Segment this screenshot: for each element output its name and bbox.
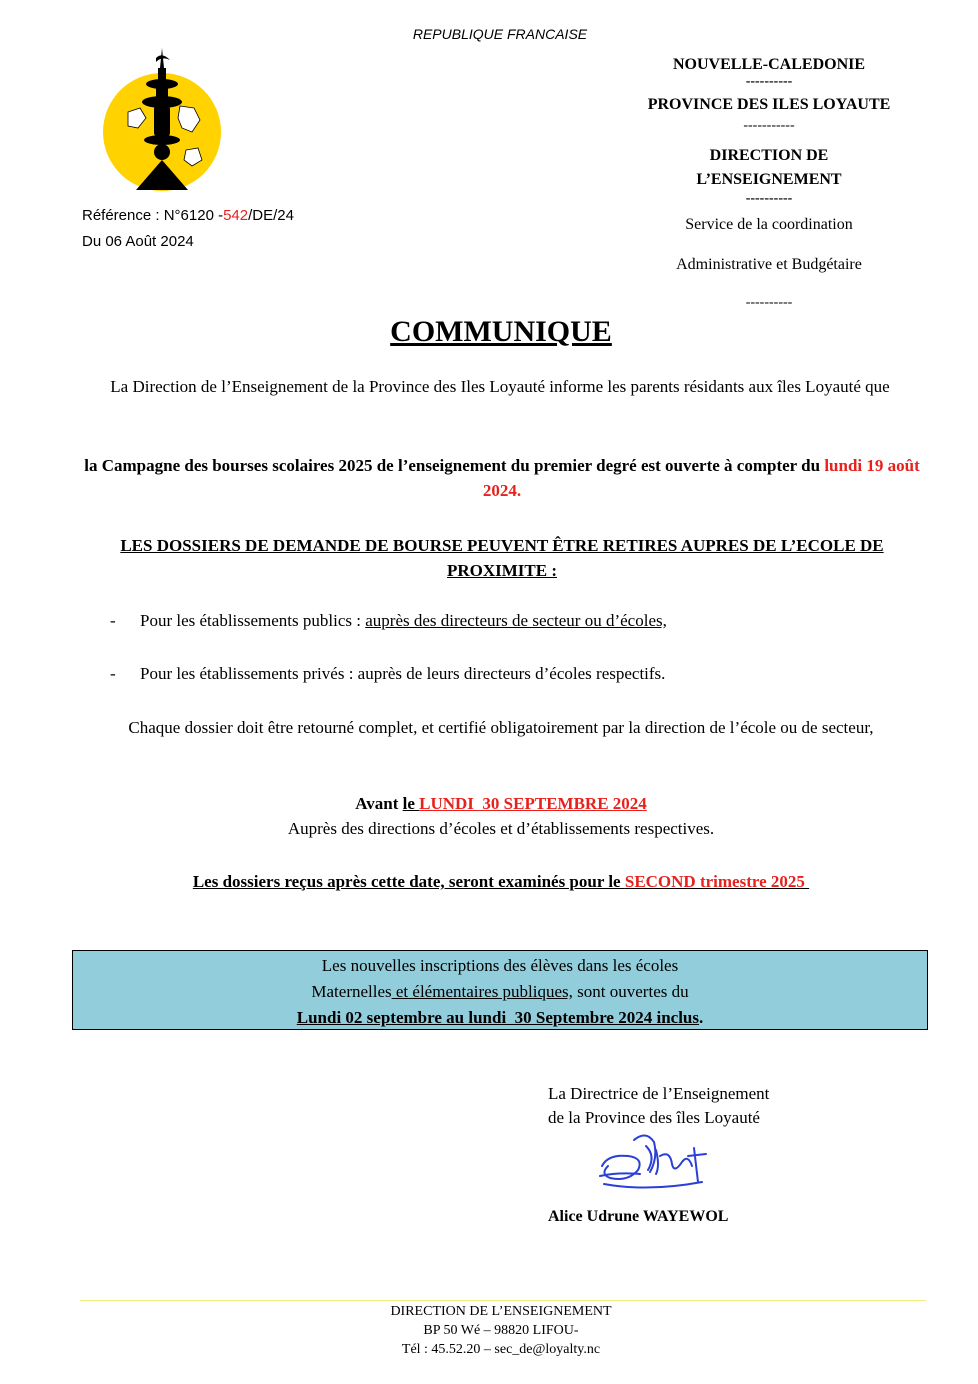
- signatory-name: Alice Udrune WAYEWOL: [548, 1208, 729, 1225]
- bullet-text: Pour les établissements privés : auprès de leurs directeurs d’écoles respectifs.: [140, 664, 666, 683]
- header-separator: ----------: [745, 191, 793, 206]
- box-line-2b: et élémentaires publiques,: [391, 982, 573, 1001]
- service-line-2: Administrative et Budgétaire: [676, 256, 862, 273]
- territory-heading: NOUVELLE-CALEDONIE: [672, 56, 866, 73]
- direction-line-2: L’ENSEIGNEMENT: [696, 171, 842, 188]
- signatory-title-1: La Directrice de l’Enseignement: [548, 1084, 770, 1103]
- return-instructions: Chaque dossier doit être retourné complet, et certifié obligatoirement par la direction de l’école ou de secteur,: [128, 718, 874, 737]
- campaign-text: la Campagne des bourses scolaires 2025 de l’enseignement du premier degré est ouverte à compter du: [84, 456, 821, 475]
- late-dossiers-notice: [0, 872, 978, 892]
- direction-heading: [610, 144, 928, 192]
- footer-address: BP 50 Wé – 98820 LIFOU-: [423, 1323, 579, 1338]
- signatory-title: [548, 1082, 769, 1130]
- service-line-1: Service de la coordination: [685, 216, 853, 233]
- intro-paragraph: La Direction de l’Enseignement de la Province des Iles Loyauté informe les parents résidants aux îles Loyauté que: [110, 377, 890, 396]
- bullet-dash: -: [110, 611, 116, 630]
- reference-suffix: /DE/24: [248, 207, 294, 224]
- reference-number: [82, 207, 294, 224]
- dossiers-heading: LES DOSSIERS DE DEMANDE DE BOURSE PEUVENT ÊTRE RETIRES AUPRES DE L’ECOLE DE PROXIMITE :: [120, 536, 884, 580]
- box-line-2c: sont ouvertes du: [572, 982, 689, 1001]
- deadline-line: [0, 794, 978, 814]
- handwritten-signature: [598, 1126, 710, 1198]
- document-date: Du 06 Août 2024: [82, 233, 194, 250]
- box-dates-end: .: [699, 1008, 704, 1027]
- footer-contact: Tél : 45.52.20 – sec_de@loyalty.nc: [401, 1342, 601, 1357]
- box-line-2: [73, 979, 927, 1005]
- list-item: [110, 611, 910, 631]
- direction-line-1: DIRECTION DE: [709, 147, 829, 164]
- footer-divider: [80, 1300, 926, 1301]
- campaign-paragraph: [84, 453, 920, 503]
- late-notice-text: Les dossiers reçus après cette date, seront examinés pour le: [192, 872, 625, 891]
- footer: [300, 1302, 702, 1359]
- header-separator: ----------: [745, 295, 793, 310]
- box-line-3: [73, 1005, 927, 1031]
- page-title: COMMUNIQUE: [390, 315, 612, 348]
- box-line-1: Les nouvelles inscriptions des élèves dans les écoles: [321, 956, 679, 975]
- bullet-text: Pour les établissements publics :: [140, 611, 366, 630]
- province-logo: [100, 48, 226, 192]
- deadline-prefix: Avant: [355, 794, 403, 813]
- header-separator: -----------: [743, 118, 795, 133]
- late-notice-trimester: SECOND trimestre 2025: [624, 872, 810, 891]
- list-item: [110, 664, 910, 684]
- footer-line-1: DIRECTION DE L’ENSEIGNEMENT: [390, 1304, 612, 1319]
- header-separator: ----------: [745, 74, 793, 89]
- province-heading: PROVINCE DES ILES LOYAUTE: [647, 96, 891, 113]
- reference-prefix: Référence : N°6120 -: [82, 207, 224, 224]
- box-line-2a: Maternelles: [311, 982, 392, 1001]
- box-dates: Lundi 02 septembre au lundi 30 Septembre 2024 inclus: [296, 1008, 699, 1027]
- registration-info-box: [72, 950, 928, 1030]
- reference-number-red: 542: [223, 207, 249, 224]
- deadline-le: le: [402, 794, 420, 813]
- republique-francaise: REPUBLIQUE FRANCAISE: [412, 26, 588, 42]
- bullet-dash: -: [110, 664, 116, 683]
- campaign-date: lundi 19 août 2024.: [482, 456, 920, 500]
- signatory-title-2: de la Province des îles Loyauté: [548, 1108, 760, 1127]
- bullet-underlined-text: auprès des directeurs de secteur ou d’écoles,: [365, 611, 667, 630]
- deadline-date: LUNDI 30 SEPTEMBRE 2024: [419, 794, 647, 813]
- deadline-location: Auprès des directions d’écoles et d’établissements respectives.: [287, 819, 715, 838]
